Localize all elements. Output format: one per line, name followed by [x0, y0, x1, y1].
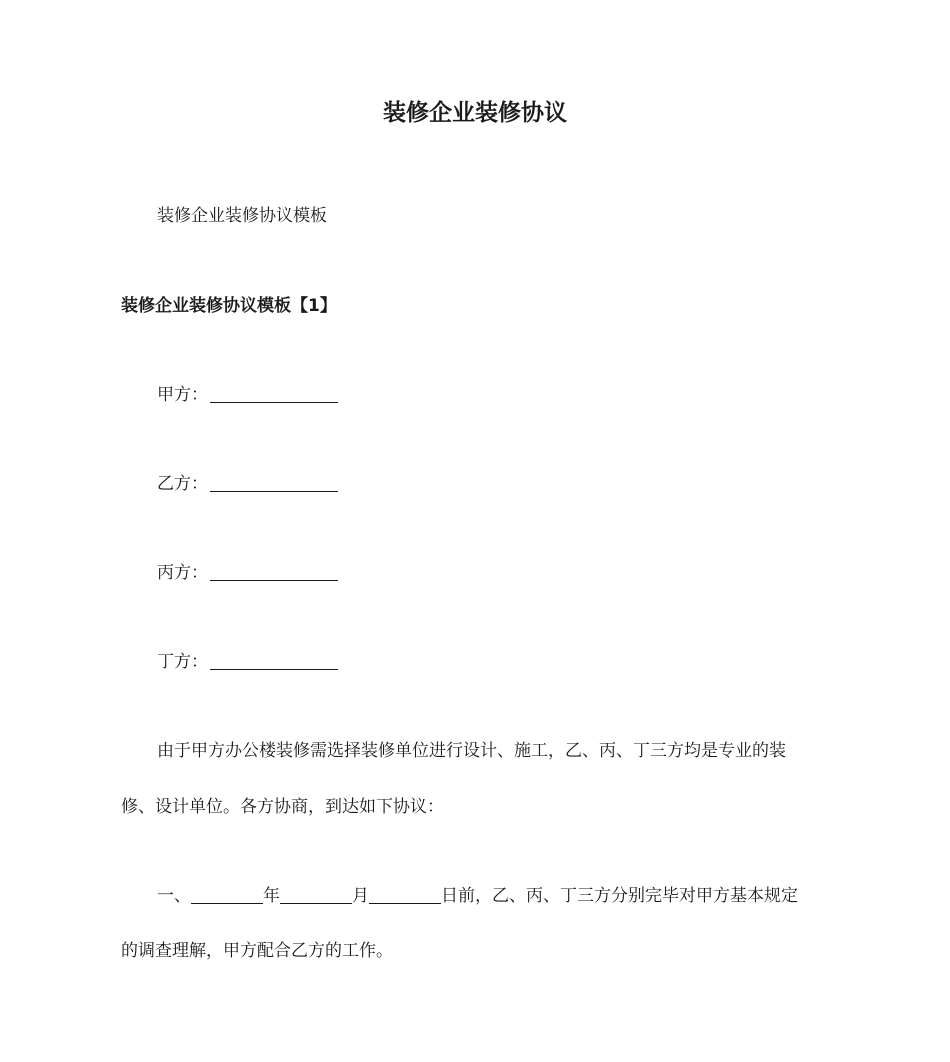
party-ding-blank [210, 651, 338, 670]
clause-1-prefix: 一、 [157, 886, 191, 906]
party-jia-line [157, 381, 338, 409]
party-bing-blank [210, 562, 338, 581]
section-heading: 装修企业装修协议模板【1】 [121, 296, 337, 316]
intro-paragraph-line1: 由于甲方办公楼装修需选择装修单位进行设计、施工，乙、丙、丁三方均是专业的装 [157, 741, 786, 761]
month-label: 月 [352, 886, 369, 906]
party-bing-line [157, 559, 338, 587]
party-jia-blank [210, 384, 338, 403]
clause-1-day-suffix: 日前，乙、丙、丁三方分别完毕对甲方基本规定 [441, 886, 798, 906]
document-title: 装修企业装修协议 [383, 100, 567, 126]
party-bing-label: 丙方： [157, 563, 208, 583]
clause-1-line1 [157, 882, 798, 910]
month-blank [280, 885, 352, 904]
party-ding-label: 丁方： [157, 652, 208, 672]
day-blank [369, 885, 441, 904]
clause-1-line2: 的调查理解，甲方配合乙方的工作。 [121, 941, 393, 961]
year-label: 年 [263, 886, 280, 906]
party-jia-label: 甲方： [157, 385, 208, 405]
year-blank [191, 885, 263, 904]
party-yi-label: 乙方： [157, 474, 208, 494]
party-yi-blank [210, 473, 338, 492]
intro-paragraph-line2: 修、设计单位。各方协商，到达如下协议： [121, 797, 444, 817]
document-subtitle: 装修企业装修协议模板 [157, 206, 327, 226]
party-ding-line [157, 648, 338, 676]
party-yi-line [157, 470, 338, 498]
